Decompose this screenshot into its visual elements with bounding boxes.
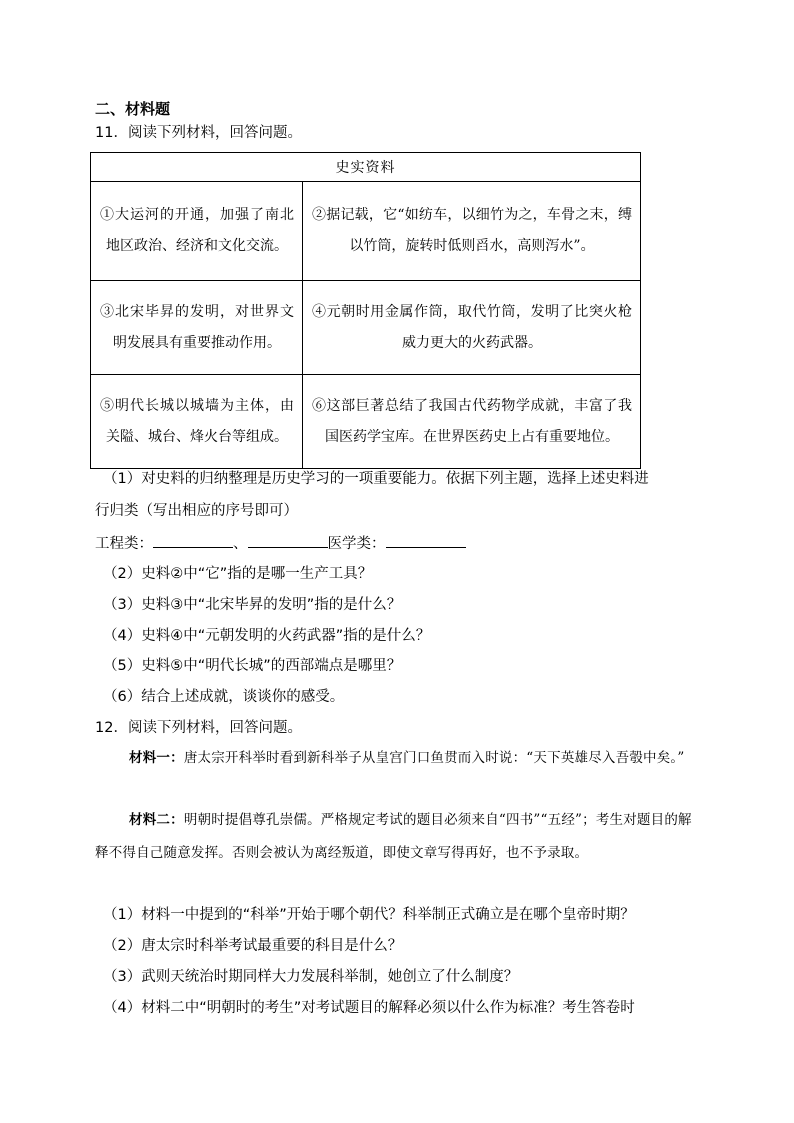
question-11-stem: 11．阅读下列材料，回答问题。: [95, 125, 302, 141]
source-4: ④元朝时用金属作筒，取代竹筒，发明了比突火枪威力更大的火药武器。: [312, 303, 632, 351]
historical-sources-table: [90, 152, 641, 469]
classification-line: [95, 533, 466, 555]
table-row: [91, 375, 641, 469]
medicine-blank[interactable]: [386, 533, 466, 548]
source-6: ⑥这部巨著总结了我国古代药物学成就，丰富了我国医药学宝库。在世界医药史上占有重要地位。: [312, 397, 632, 445]
material-1: [95, 742, 695, 775]
q11-sub6: （6）结合上述成就，谈谈你的感受。: [103, 689, 345, 705]
table-cell: [303, 281, 641, 375]
q12-sub2: （2）唐太宗时科举考试最重要的科目是什么？: [103, 938, 403, 954]
q12-sub3: （3）武则天统治时期同样大力发展科举制，她创立了什么制度？: [103, 969, 519, 985]
q11-sub1-line2: 行归类（写出相应的序号即可）: [95, 503, 298, 519]
table-cell: [91, 281, 303, 375]
material-2-label: 材料二：: [129, 812, 184, 828]
material-2-text: 明朝时提倡尊孔崇儒。严格规定考试的题目必须来自“四书”“五经”；考生对题目的解释不得自己随意发挥。否则会被认为离经叛道，即使文章写得再好，也不予录取。: [95, 812, 692, 861]
question-12-stem: 12．阅读下列材料，回答问题。: [95, 720, 302, 736]
q12-sub4: （4）材料二中“明朝时的考生”对考试题目的解释必须以什么作为标准？考生答卷时: [103, 1000, 635, 1016]
source-5: ⑤明代长城以城墙为主体，由关隘、城台、烽火台等组成。: [100, 397, 294, 445]
q11-sub3: （3）史料③中“北宋毕昇的发明”指的是什么？: [103, 597, 402, 613]
q11-sub1-line1: （1）对史料的归纳整理是历史学习的一项重要能力。依据下列主题，选择上述史料进: [103, 471, 649, 487]
table-cell: [91, 375, 303, 469]
material-1-text: 唐太宗开科举时看到新科举子从皇宫门口鱼贯而入时说：“天下英雄尽入吾彀中矣。”: [183, 750, 685, 766]
source-2: ②据记载，它“如纺车，以细竹为之，车骨之末，缚以竹筒，旋转时低则舀水，高则泻水”。: [312, 207, 632, 254]
material-1-label: 材料一：: [129, 750, 184, 766]
table-cell: [303, 375, 641, 469]
section-title: 二、材料题: [95, 100, 171, 118]
table-header: 史实资料: [91, 153, 641, 182]
source-1: ①大运河的开通，加强了南北地区政治、经济和文化交流。: [100, 207, 294, 254]
q11-sub2: （2）史料②中“它”指的是哪一生产工具？: [103, 566, 373, 582]
table-cell: [303, 182, 641, 281]
table-row: [91, 281, 641, 375]
q11-sub4: （4）史料④中“元朝发明的火药武器”指的是什么？: [103, 628, 431, 644]
q12-sub1: （1）材料一中提到的“科举”开始于哪个朝代？科举制正式确立是在哪个皇帝时期？: [103, 907, 635, 923]
q11-sub5: （5）史料⑤中“明代长城”的西部端点是哪里？: [103, 658, 402, 674]
table-row: [91, 182, 641, 281]
engineering-blank-1[interactable]: [153, 533, 233, 548]
source-3: ③北宋毕昇的发明，对世界文明发展具有重要推动作用。: [100, 303, 294, 351]
engineering-label: 工程类：: [95, 536, 153, 552]
material-2: [95, 804, 695, 870]
blank-separator: 、: [233, 536, 248, 552]
table-cell: [91, 182, 303, 281]
medicine-label: 医学类：: [327, 536, 386, 552]
engineering-blank-2[interactable]: [248, 533, 328, 548]
